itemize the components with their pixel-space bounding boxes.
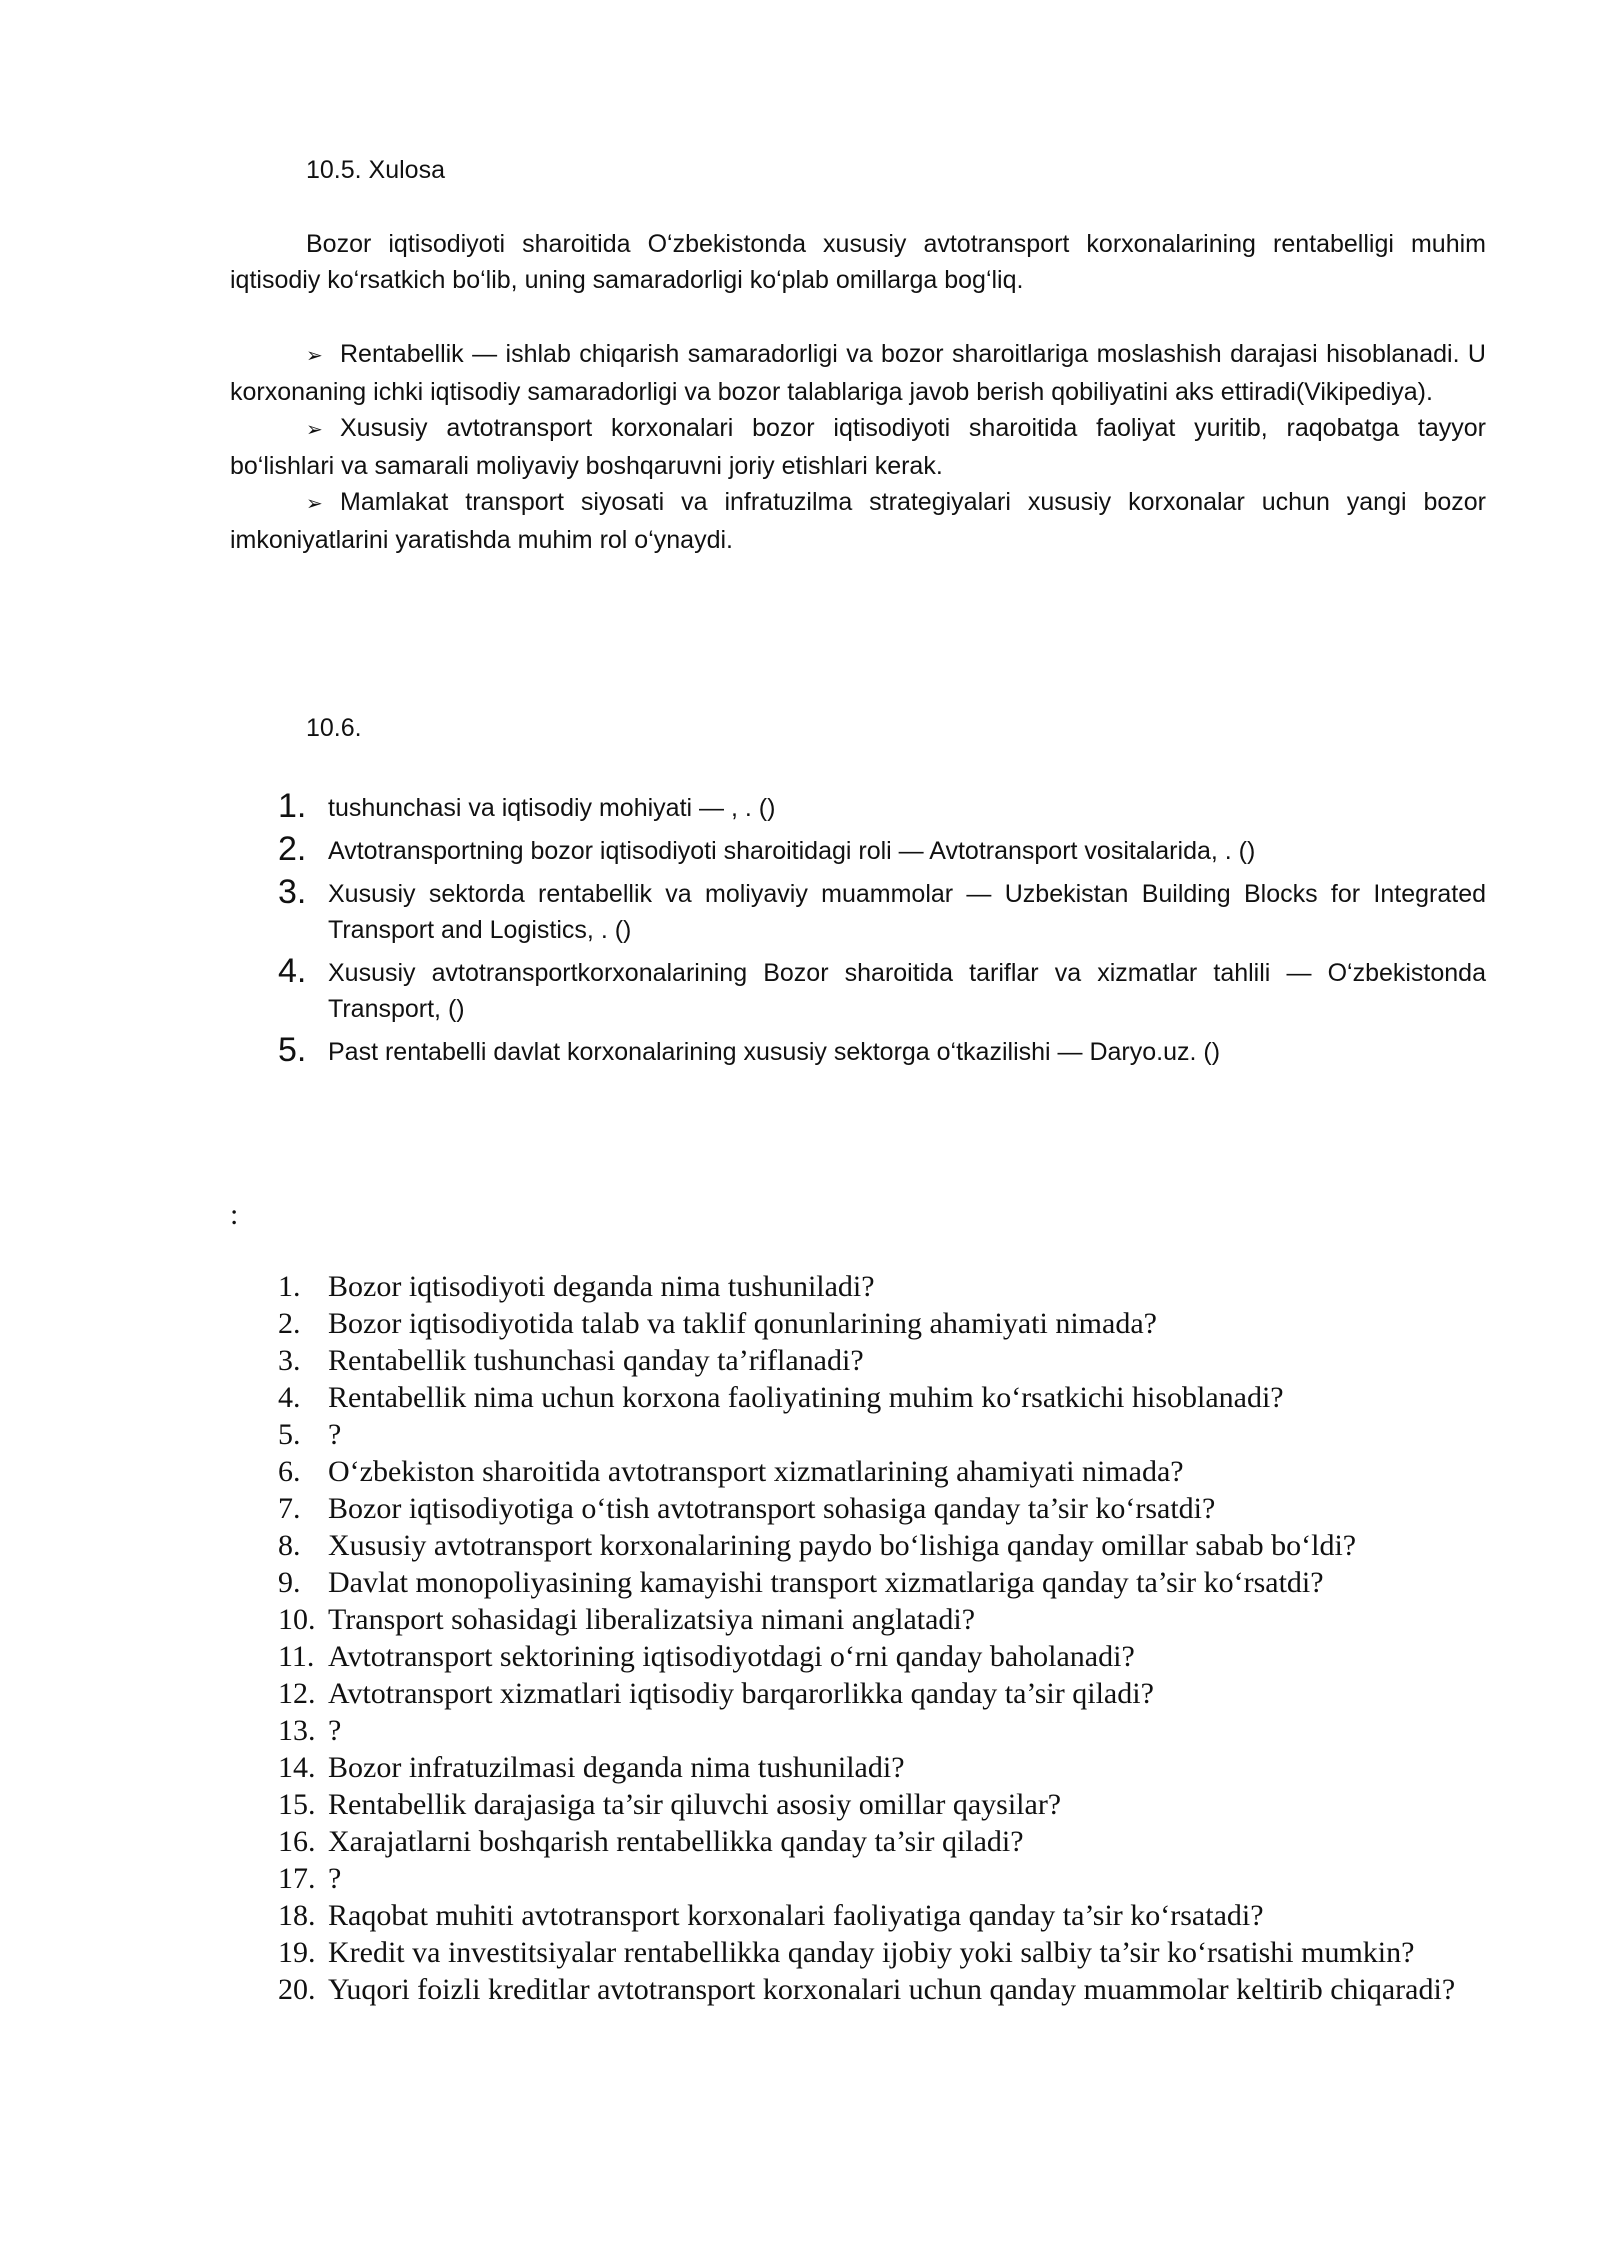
conclusion-bullet: ➢ Rentabellik — ishlab chiqarish samaradorligi va bozor sharoitlariga moslashish darajasi hisoblanadi. U korxonaning ichki iqtisodiy samaradorligi va bozor talablariga javob berish qobiliyatini aks ettiradi(Vikipediya). bbox=[230, 340, 1486, 406]
reference-item: 2. Avtotransportning bozor iqtisodiyoti sharoitidagi roli — Avtotransport vositalarida, . () bbox=[278, 830, 1256, 868]
reference-number: 1. bbox=[278, 787, 307, 825]
question-item: 15. Rentabellik darajasiga ta’sir qiluvchi asosiy omillar qaysilar? bbox=[278, 1788, 1062, 1821]
question-item: 2. Bozor iqtisodiyotida talab va taklif qonunlarining ahamiyati nimada? bbox=[278, 1307, 1157, 1340]
question-item: 11. Avtotransport sektorining iqtisodiyotdagi o‘rni qanday baholanadi? bbox=[278, 1640, 1135, 1673]
question-item: 6. O‘zbekiston sharoitida avtotransport xizmatlarining ahamiyati nimada? bbox=[278, 1455, 1184, 1488]
conclusion-bullet: ➢ Xususiy avtotransport korxonalari bozor iqtisodiyoti sharoitida faoliyat yuritib, raqobatga tayyor bo‘lishlari va samarali moliyaviy boshqaruvni joriy etishlari kerak. bbox=[230, 414, 1486, 480]
question-item: 3. Rentabellik tushunchasi qanday ta’riflanadi? bbox=[278, 1344, 864, 1377]
reference-number: 4. bbox=[278, 952, 307, 990]
references-list bbox=[230, 787, 1486, 1077]
question-item: 10. Transport sohasidagi liberalizatsiya nimani anglatadi? bbox=[278, 1603, 976, 1636]
reference-item: 1. tushunchasi va iqtisodiy mohiyati — , . () bbox=[278, 787, 776, 825]
arrow-bullet-icon: ➢ bbox=[306, 345, 323, 367]
conclusion-section bbox=[230, 226, 1486, 298]
question-item: 1. Bozor iqtisodiyoti deganda nima tushuniladi? bbox=[278, 1270, 875, 1303]
question-item: 9. Davlat monopoliyasining kamayishi transport xizmatlariga qanday ta’sir ko‘rsatdi? bbox=[278, 1566, 1324, 1599]
questions-list bbox=[230, 1268, 1530, 2008]
arrow-bullet-icon: ➢ bbox=[306, 493, 323, 515]
question-item: 17. ? bbox=[278, 1862, 342, 1895]
question-item: 7. Bozor iqtisodiyotiga o‘tish avtotransport sohasiga qanday ta’sir ko‘rsatdi? bbox=[278, 1492, 1216, 1525]
section-heading-10-6: 10.6. bbox=[306, 714, 362, 742]
arrow-bullet-icon: ➢ bbox=[306, 419, 323, 441]
conclusion-bullets bbox=[230, 336, 1486, 558]
question-item: 12. Avtotransport xizmatlari iqtisodiy barqarorlikka qanday ta’sir qiladi? bbox=[278, 1677, 1154, 1710]
reference-item: 4. Xususiy avtotransportkorxonalarining Bozor sharoitida tariflar va xizmatlar tahlili — O‘zbekistonda Transport, () bbox=[278, 952, 1486, 1023]
reference-item: 3. Xususiy sektorda rentabellik va moliyaviy muammolar — Uzbekistan Building Blocks for Integrated Transport and Logistics, . () bbox=[278, 873, 1486, 944]
conclusion-bullet: ➢ Mamlakat transport siyosati va infratuzilma strategiyalari xususiy korxonalar uchun yangi bozor imkoniyatlarini yaratishda muhim rol o‘ynaydi. bbox=[230, 488, 1486, 554]
reference-item: 5. Past rentabelli davlat korxonalarining xususiy sektorga o‘tkazilishi — Daryo.uz. () bbox=[278, 1031, 1221, 1069]
question-item: 13. ? bbox=[278, 1714, 342, 1747]
question-item: 19. Kredit va investitsiyalar rentabellikka qanday ijobiy yoki salbiy ta’sir ko‘rsatishi mumkin? bbox=[278, 1936, 1415, 1969]
question-item: 20. Yuqori foizli kreditlar avtotransport korxonalari uchun qanday muammolar keltirib chiqaradi? bbox=[278, 1973, 1456, 2006]
section-heading-10-5: 10.5. Xulosa bbox=[306, 156, 445, 184]
reference-number: 5. bbox=[278, 1031, 307, 1069]
reference-number: 3. bbox=[278, 873, 307, 911]
question-item: 5. ? bbox=[278, 1418, 342, 1451]
question-item: 8. Xususiy avtotransport korxonalarining paydo bo‘lishiga qanday omillar sabab bo‘ldi? bbox=[278, 1529, 1357, 1562]
reference-number: 2. bbox=[278, 830, 307, 868]
conclusion-intro-paragraph: Bozor iqtisodiyoti sharoitida O‘zbekistonda xususiy avtotransport korxonalarining rentabelligi muhim iqtisodiy ko‘rsatkich bo‘lib, uning samaradorligi ko‘plab omillarga bog‘liq. bbox=[230, 230, 1486, 294]
question-item: 18. Raqobat muhiti avtotransport korxonalari faoliyatiga qanday ta’sir ko‘rsatadi? bbox=[278, 1899, 1264, 1932]
question-item: 14. Bozor infratuzilmasi deganda nima tushuniladi? bbox=[278, 1751, 905, 1784]
question-item: 4. Rentabellik nima uchun korxona faoliyatining muhim ko‘rsatkichi hisoblanadi? bbox=[278, 1381, 1284, 1414]
question-item: 16. Xarajatlarni boshqarish rentabellikka qanday ta’sir qiladi? bbox=[278, 1825, 1024, 1858]
questions-label: : bbox=[230, 1198, 239, 1231]
